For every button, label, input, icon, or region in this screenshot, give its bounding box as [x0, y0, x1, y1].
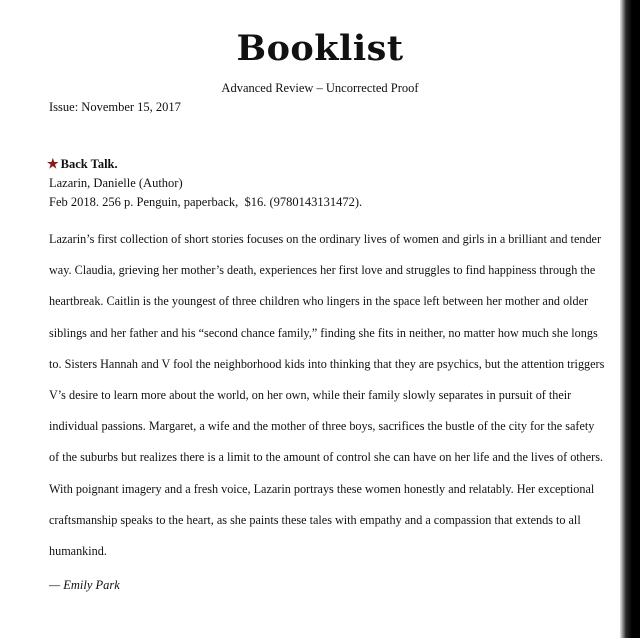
review-body: Lazarin’s first collection of short stories focuses on the ordinary lives of women and girls in a brilliant and tender way. Claudia, grieving her mother’s death, experiences her first love and struggles to find happiness through the heartbreak. Caitlin is the youngest of three children who lingers in the space left between her mother and older siblings and her father and his “second chance family,” finding she fits in neither, no matter how much she longs to. Sisters Hannah and V fool the neighborhood kids into thinking that they are psychics, but the attention triggers V’s desire to learn more about the world, on her own, while their family slowly separates in pursuit of their individual passions. Margaret, a wife and the mother of three boys, sacrifices the bustle of the city for the safety of the suburbs but realizes there is a limit to the amount of control she can have on her life and the lives of others. With poignant imagery and a fresh voice, Lazarin portrays these women honestly and relatably. Her exceptional craftsmanship speaks to the heart, as she paints these tales with empathy and a compassion that extends to all humankind.	[49, 232, 605, 559]
book-author: Lazarin, Danielle (Author)	[49, 176, 183, 190]
publication-info: Feb 2018. 256 p. Penguin, paperback, $16. (9780143131472).	[49, 195, 363, 209]
issue-date: Issue: November 15, 2017	[49, 100, 181, 114]
review-heading	[47, 156, 118, 172]
page-edge-shadow	[620, 0, 640, 638]
star-icon: ★	[47, 156, 59, 171]
booklist-logo: Booklist	[236, 28, 404, 69]
book-title: Back Talk.	[60, 157, 118, 171]
reviewer-signature: — Emily Park	[49, 578, 120, 592]
review-subtitle: Advanced Review – Uncorrected Proof	[221, 81, 419, 95]
